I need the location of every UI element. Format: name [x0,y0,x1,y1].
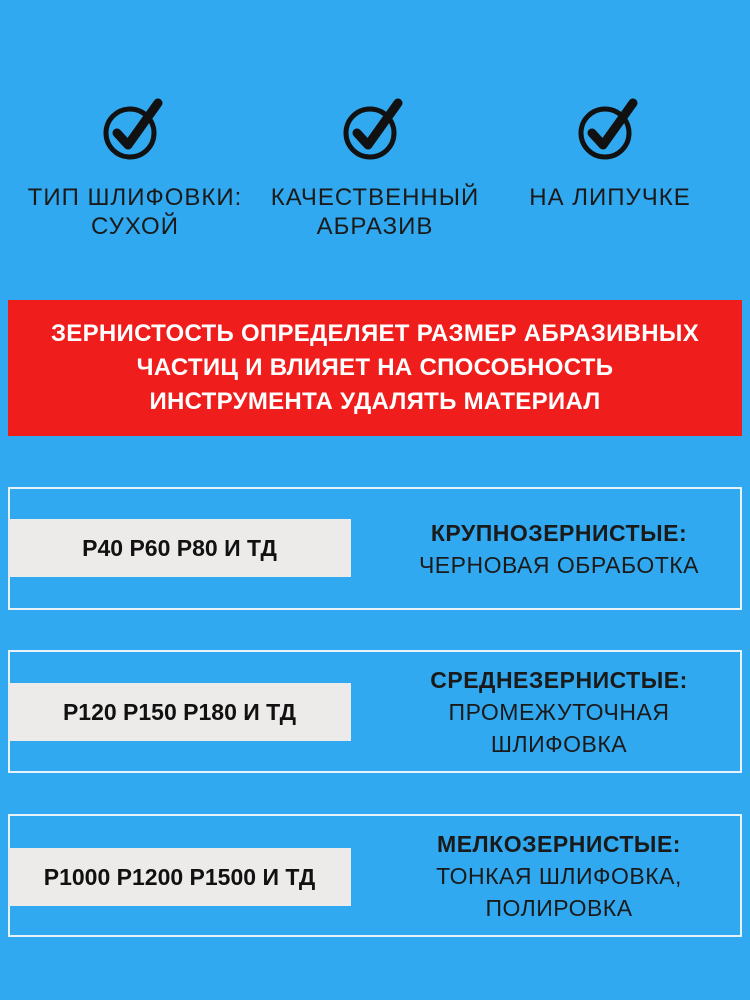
feature-dry-sanding [15,95,255,241]
check-circle-icon [575,95,645,165]
info-banner [8,300,742,436]
grit-text: ПРОМЕЖУТОЧНАЯ ШЛИФОВКА [448,698,670,757]
check-circle-icon [100,95,170,165]
feature-label: НА ЛИПУЧКЕ [529,184,691,211]
grit-medium-panel [8,650,742,773]
grit-heading: МЕЛКОЗЕРНИСТЫЕ: [437,830,681,857]
feature-quality-abrasive [255,95,495,241]
grit-tag: P120 P150 P180 И ТД [8,683,351,741]
grit-description [394,816,724,935]
grit-description [394,652,724,771]
grit-heading: КРУПНОЗЕРНИСТЫЕ: [430,519,688,546]
grit-tag: P1000 P1200 P1500 И ТД [8,848,351,906]
feature-velcro [490,95,730,212]
check-circle-icon [340,95,410,165]
grit-coarse-panel [8,487,742,610]
grit-tag: P40 P60 P80 И ТД [8,519,351,577]
grit-text: ЧЕРНОВАЯ ОБРАБОТКА [418,551,700,578]
feature-label: КАЧЕСТВЕННЫЙ АБРАЗИВ [270,184,480,240]
banner-text: ЗЕРНИСТОСТЬ ОПРЕДЕЛЯЕТ РАЗМЕР АБРАЗИВНЫХ ЧАСТИЦ И ВЛИЯЕТ НА СПОСОБНОСТЬ ИНСТРУМЕНТА УДАЛЯТЬ МАТЕРИАЛ [50,320,700,415]
grit-heading: СРЕДНЕЗЕРНИСТЫЕ: [430,666,688,693]
feature-label: ТИП ШЛИФОВКИ: СУХОЙ [27,184,243,240]
grit-fine-panel [8,814,742,937]
grit-text: ТОНКАЯ ШЛИФОВКА, ПОЛИРОВКА [436,862,682,921]
grit-description [394,489,724,608]
features-row [0,95,750,255]
